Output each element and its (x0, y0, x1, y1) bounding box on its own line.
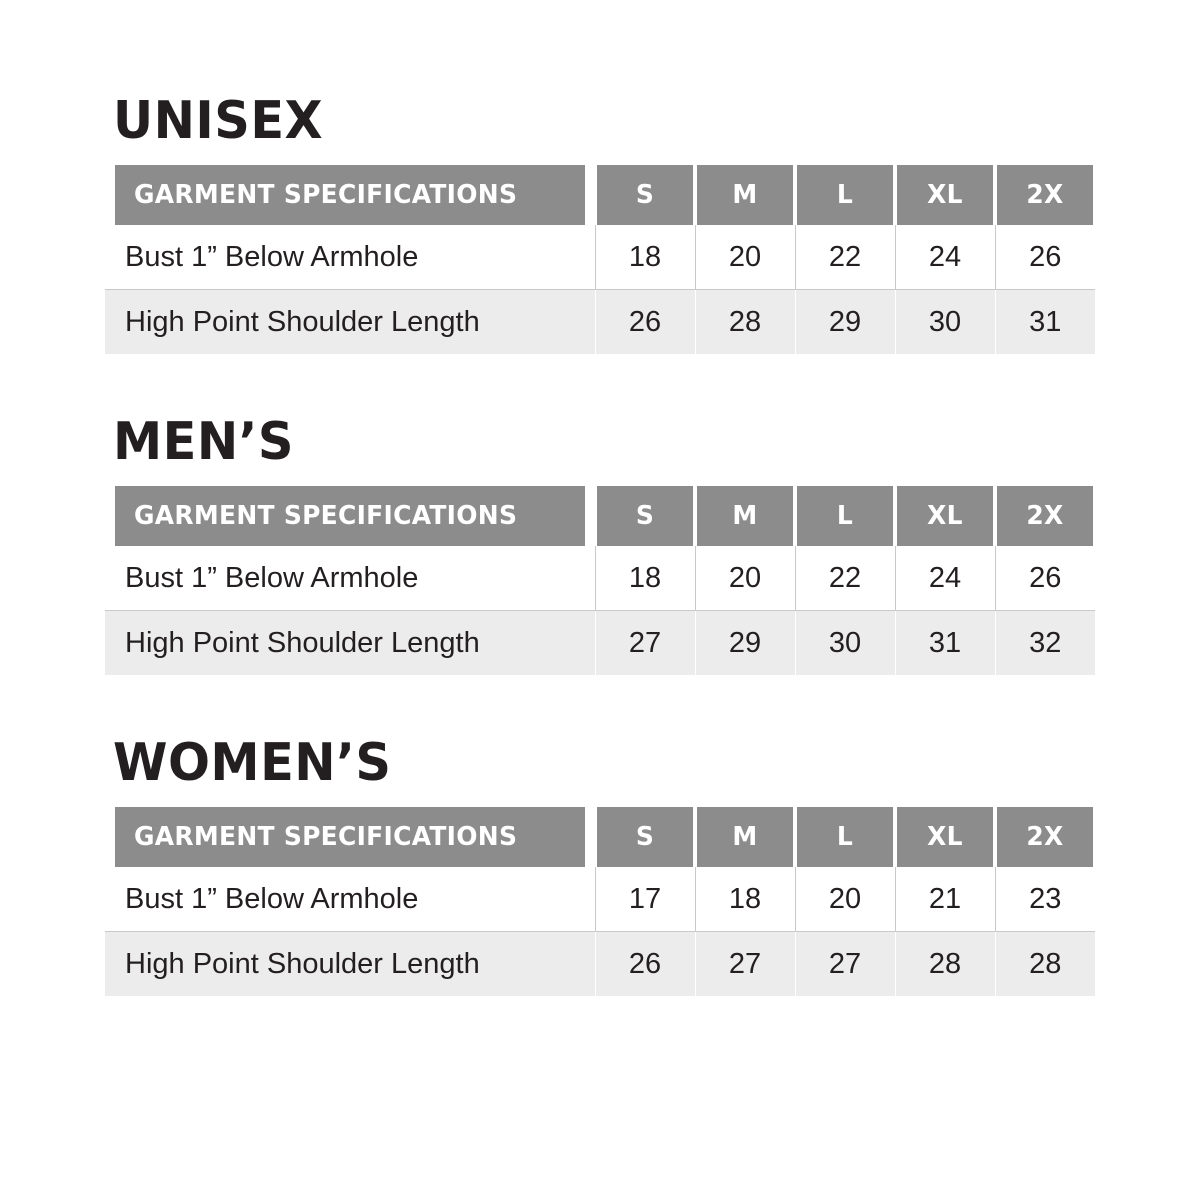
size-table-mens (105, 486, 1095, 675)
table-header-row (105, 486, 1095, 546)
row-label: Bust 1” Below Armhole (105, 546, 595, 611)
table-row (105, 225, 1095, 290)
table-body (105, 225, 1095, 354)
cell-2x: 26 (995, 546, 1095, 611)
column-header-spec: GARMENT SPECIFICATIONS (115, 807, 585, 867)
cell-m: 28 (695, 290, 795, 355)
cell-xl: 21 (895, 867, 995, 932)
column-header-s: S (597, 807, 693, 867)
column-header-xl: XL (897, 165, 993, 225)
row-label: High Point Shoulder Length (105, 932, 595, 997)
cell-s: 18 (595, 546, 695, 611)
table-row (105, 867, 1095, 932)
cell-s: 26 (595, 290, 695, 355)
cell-xl: 24 (895, 546, 995, 611)
cell-l: 22 (795, 546, 895, 611)
size-table-womens (105, 807, 1095, 996)
table-body (105, 867, 1095, 996)
row-label: High Point Shoulder Length (105, 611, 595, 676)
cell-m: 20 (695, 225, 795, 290)
table-row (105, 611, 1095, 676)
table-body (105, 546, 1095, 675)
row-label: High Point Shoulder Length (105, 290, 595, 355)
size-section-unisex (105, 91, 1095, 354)
column-header-s: S (597, 486, 693, 546)
cell-xl: 28 (895, 932, 995, 997)
cell-2x: 28 (995, 932, 1095, 997)
cell-s: 27 (595, 611, 695, 676)
column-header-l: L (797, 165, 893, 225)
column-header-l: L (797, 807, 893, 867)
page-title-unisex: UNISEX (113, 91, 324, 151)
column-header-s: S (597, 165, 693, 225)
cell-l: 27 (795, 932, 895, 997)
table-header (105, 165, 1095, 225)
table-header-row (105, 807, 1095, 867)
table-header (105, 807, 1095, 867)
column-header-spec: GARMENT SPECIFICATIONS (115, 165, 585, 225)
cell-m: 20 (695, 546, 795, 611)
size-table-unisex (105, 165, 1095, 354)
column-header-2x: 2X (997, 807, 1093, 867)
column-header-spec: GARMENT SPECIFICATIONS (115, 486, 585, 546)
cell-l: 30 (795, 611, 895, 676)
cell-l: 29 (795, 290, 895, 355)
column-header-xl: XL (897, 807, 993, 867)
column-header-2x: 2X (997, 165, 1093, 225)
cell-xl: 30 (895, 290, 995, 355)
table-header (105, 486, 1095, 546)
cell-l: 20 (795, 867, 895, 932)
cell-xl: 31 (895, 611, 995, 676)
cell-xl: 24 (895, 225, 995, 290)
cell-2x: 26 (995, 225, 1095, 290)
column-header-2x: 2X (997, 486, 1093, 546)
cell-2x: 23 (995, 867, 1095, 932)
cell-m: 27 (695, 932, 795, 997)
cell-m: 18 (695, 867, 795, 932)
size-section-womens (105, 733, 1095, 996)
table-row (105, 290, 1095, 355)
column-header-m: M (697, 807, 793, 867)
cell-2x: 31 (995, 290, 1095, 355)
table-row (105, 932, 1095, 997)
cell-l: 22 (795, 225, 895, 290)
cell-s: 18 (595, 225, 695, 290)
column-header-l: L (797, 486, 893, 546)
cell-s: 17 (595, 867, 695, 932)
cell-s: 26 (595, 932, 695, 997)
table-row (105, 546, 1095, 611)
column-header-m: M (697, 486, 793, 546)
page-title-mens: MEN’S (113, 412, 294, 472)
column-header-xl: XL (897, 486, 993, 546)
table-header-row (105, 165, 1095, 225)
page-title-womens: WOMEN’S (113, 733, 392, 793)
row-label: Bust 1” Below Armhole (105, 867, 595, 932)
column-header-m: M (697, 165, 793, 225)
size-section-mens (105, 412, 1095, 675)
cell-2x: 32 (995, 611, 1095, 676)
cell-m: 29 (695, 611, 795, 676)
row-label: Bust 1” Below Armhole (105, 225, 595, 290)
